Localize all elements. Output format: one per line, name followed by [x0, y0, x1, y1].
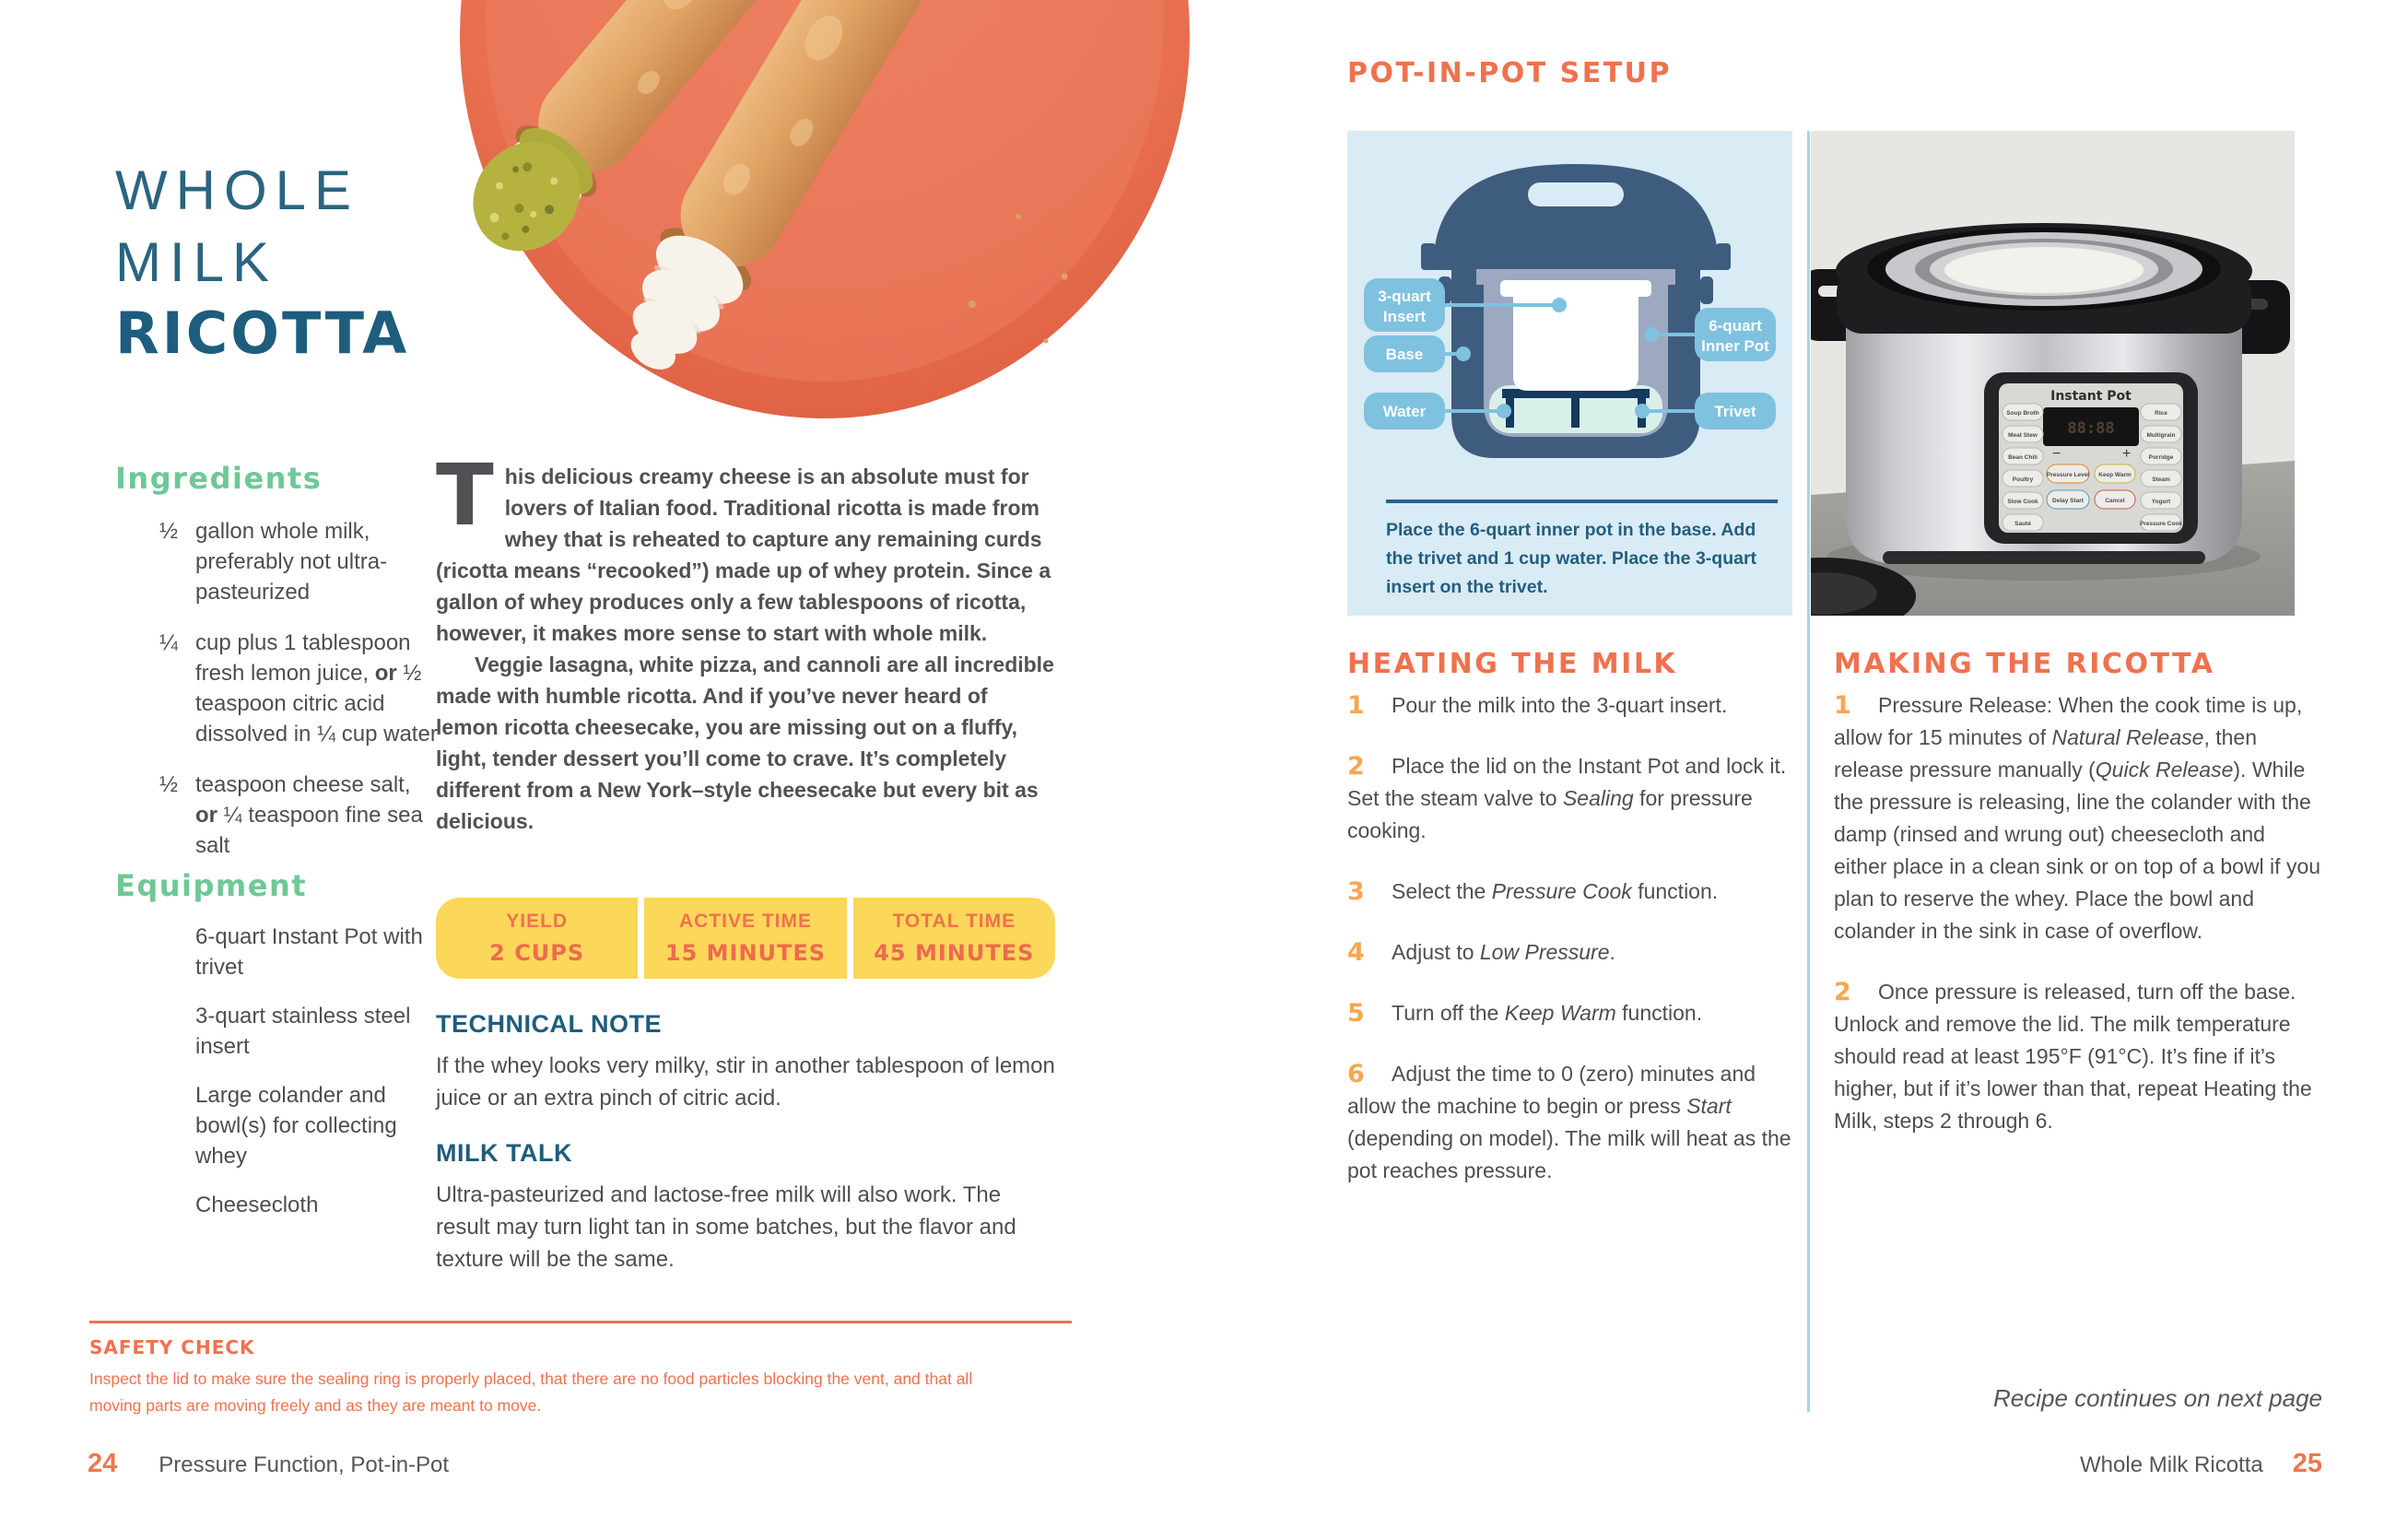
label-insert-line1: 3-quart: [1378, 288, 1431, 305]
svg-text:Slow Cook: Slow Cook: [2007, 499, 2038, 505]
step-text: Adjust to Low Pressure.: [1392, 940, 1615, 964]
footer-right: [1834, 1449, 2322, 1479]
title-line-3: RICOTTA: [115, 300, 410, 367]
svg-text:Porridge: Porridge: [2148, 454, 2174, 461]
heating-section: [1347, 648, 1792, 1187]
equipment-heading: Equipment: [115, 868, 308, 903]
caption-rule: [1386, 500, 1778, 503]
milk-talk: [436, 1139, 1055, 1275]
ingredient-quantity: ½: [159, 772, 179, 797]
crumb: [1044, 339, 1049, 344]
ingredient-text: cup plus 1 tablespoon fresh lemon juice, or ½ teaspoon citric acid dissolved in ¼ cup water: [195, 630, 438, 746]
milk-talk-heading: MILK TALK: [436, 1139, 572, 1167]
step-number: 2: [1834, 978, 1851, 1006]
recipe-title: [115, 155, 409, 369]
step-number: 1: [1347, 691, 1365, 720]
svg-text:Bean Chili: Bean Chili: [2008, 454, 2038, 461]
technical-note-body: If the whey looks very milky, stir in another tablespoon of lemon juice or an extra pinch of citric acid.: [436, 1053, 1055, 1111]
equipment-item: Large colander and bowl(s) for collecting whey: [195, 1083, 397, 1169]
page-number: 25: [2292, 1449, 2322, 1478]
step-number: 5: [1347, 999, 1365, 1028]
label-base-text: Base: [1385, 346, 1424, 363]
svg-text:Delay Start: Delay Start: [2052, 498, 2084, 504]
ingredient-item: [115, 516, 438, 607]
safety-check-body: Inspect the lid to make sure the sealing ring is properly placed, that there are no food particles blocking the vent, and that all moving parts are moving freely and as they are meant to move.: [89, 1370, 973, 1415]
stat-total-time: [853, 898, 1055, 979]
footer-section: Whole Milk Ricotta: [2080, 1452, 2263, 1477]
step: [1834, 976, 2322, 1137]
technical-note-heading: TECHNICAL NOTE: [436, 1010, 663, 1038]
svg-text:Sauté: Sauté: [2014, 521, 2031, 527]
diagram-lid-handle-hole: [1528, 182, 1624, 206]
setup-heading: POT-IN-POT SETUP: [1347, 57, 1673, 89]
label-inner-pot-line1: 6-quart: [1709, 317, 1762, 335]
ingredient-quantity: ½: [159, 519, 179, 544]
technical-note: [436, 1010, 1055, 1114]
step: [1347, 876, 1792, 908]
footer-section: Pressure Function, Pot-in-Pot: [159, 1452, 450, 1477]
title-line-2: MILK: [115, 231, 278, 293]
display-readout: 88:88: [2067, 419, 2115, 438]
label-inner-pot-line2: Inner Pot: [1701, 337, 1769, 355]
ingredient-quantity: ¼: [159, 630, 179, 655]
svg-text:Meat Stew: Meat Stew: [2008, 432, 2038, 439]
step: [1347, 1058, 1792, 1187]
svg-text:Multigrain: Multigrain: [2146, 432, 2176, 439]
diagram-lid: [1433, 164, 1719, 270]
step-text: Once pressure is released, turn off the base. Unlock and remove the lid. The milk temperature should read at least 195°F (91°C). It’s fine if it’s higher, but if it’s lower than that, repeat Heating the Milk, steps 2 through 6.: [1834, 980, 2312, 1133]
step-number: 6: [1347, 1060, 1365, 1088]
ingredient-item: [115, 628, 438, 749]
recipe-stats: [436, 898, 1055, 979]
stat-label: YIELD: [506, 911, 569, 932]
instant-pot-photo: [1811, 131, 2295, 616]
making-section: [1834, 648, 2322, 1137]
label-water-text: Water: [1382, 403, 1427, 420]
step-text: Pour the milk into the 3-quart insert.: [1392, 693, 1728, 717]
step-number: 3: [1347, 877, 1365, 906]
step-text: Pressure Release: When the cook time is up, allow for 15 minutes of Natural Release, then release pressure manually (Quick Release). While the pressure is releasing, line the colander with the damp (rinsed and wrung out) cheesecloth and either place in a clean sink or on top of a bowl if you plan to reserve the whey. Place the bowl and colander in the sink in case of overflow.: [1834, 693, 2321, 943]
step-text: Place the lid on the Instant Pot and lock it. Set the steam valve to Sealing for pressure cooking.: [1347, 754, 1787, 842]
safety-check: [89, 1321, 1072, 1419]
step: [1347, 997, 1792, 1029]
stat-value: 15 MINUTES: [664, 940, 827, 966]
stat-value: 2 CUPS: [489, 940, 585, 966]
step-text: Turn off the Keep Warm function.: [1392, 1001, 1703, 1025]
equipment-item: 6-quart Instant Pot with trivet: [195, 924, 423, 980]
milk-talk-body: Ultra-pasteurized and lactose-free milk will also work. The result may turn light tan in some batches, but the flavor and texture will be the same.: [436, 1182, 1016, 1272]
continuation-note: Recipe continues on next page: [1992, 1384, 2322, 1412]
stat-yield: [436, 898, 638, 979]
crumb: [969, 300, 976, 308]
svg-text:Pressure Level: Pressure Level: [2046, 472, 2090, 478]
step: [1834, 689, 2322, 947]
cannoli-photo: [456, 0, 1193, 433]
stat-label: ACTIVE TIME: [678, 911, 812, 932]
label-trivet-text: Trivet: [1714, 403, 1756, 420]
title-line-1: WHOLE: [115, 159, 360, 221]
svg-text:+: +: [2122, 446, 2132, 462]
instant-pot-diagram-illustration: [1347, 131, 1792, 500]
page-number: 24: [88, 1449, 118, 1478]
equipment-item: Cheesecloth: [195, 1193, 319, 1217]
brand-label: Instant Pot: [2050, 389, 2132, 404]
svg-text:Soup Broth: Soup Broth: [2006, 410, 2039, 417]
step-text: Adjust the time to 0 (zero) minutes and allow the machine to begin or press Start (depending on model). The milk will heat as the pot reaches pressure.: [1347, 1062, 1791, 1182]
footer-left: [88, 1449, 449, 1479]
equipment-section: [115, 868, 438, 1220]
step: [1347, 750, 1792, 847]
diagram-caption: Place the 6-quart inner pot in the base. Add the trivet and 1 cup water. Place the 3-quart insert on the trivet.: [1386, 520, 1757, 597]
step-text: Select the Pressure Cook function.: [1392, 879, 1719, 903]
ingredient-text: gallon whole milk, preferably not ultra-pasteurized: [195, 519, 388, 605]
ingredient-item: [115, 770, 438, 861]
step-number: 2: [1347, 752, 1365, 781]
label-insert-line2: Insert: [1382, 308, 1427, 325]
ingredients-heading: Ingredients: [115, 461, 323, 496]
cannoli-photo-illustration: [456, 0, 1193, 433]
milk-surface: [1944, 247, 2143, 293]
svg-text:Poultry: Poultry: [2012, 476, 2034, 483]
intro-paragraph-1: his delicious creamy cheese is an absolute must for lovers of Italian food. Traditional ricotta is made from whey that is reheated to capture any remaining curds (ricotta means “recooked”) made up of whey protein. Since a gallon of whey produces only a few tablespoons of ricotta, however, it makes more sense to start with whole milk.: [436, 464, 1051, 645]
diagram-insert: [1500, 280, 1651, 391]
svg-text:Steam: Steam: [2152, 476, 2170, 483]
stat-value: 45 MINUTES: [874, 940, 1035, 966]
svg-text:Pressure Cook: Pressure Cook: [2140, 521, 2182, 527]
instant-pot-photo-illustration: [1811, 131, 2295, 616]
stat-active-time: [644, 898, 846, 979]
drop-cap: T: [436, 446, 494, 545]
crumb: [1016, 214, 1021, 219]
heating-heading: HEATING THE MILK: [1347, 648, 1678, 680]
safety-check-heading: SAFETY CHECK: [89, 1336, 255, 1358]
svg-text:Yogurt: Yogurt: [2151, 499, 2171, 505]
svg-text:Cancel: Cancel: [2105, 498, 2125, 504]
intro-paragraph-2: Veggie lasagna, white pizza, and cannoli are all incredible made with humble ricotta. And if you’ve never heard of lemon ricotta cheesecake, you are missing out on a fluffy, light, tender dessert you’ll come to crave. It’s completely different from a New York–style cheesecake but every bit as delicious.: [436, 652, 1054, 833]
svg-text:Keep Warm: Keep Warm: [2098, 472, 2132, 478]
step: [1347, 936, 1792, 969]
crumb: [1062, 274, 1068, 280]
making-heading: MAKING THE RICOTTA: [1834, 648, 2215, 680]
svg-text:Rice: Rice: [2155, 410, 2167, 417]
ingredient-text: teaspoon cheese salt, or ¼ teaspoon fine sea salt: [195, 772, 423, 858]
ingredients-section: [115, 461, 438, 861]
column-divider: [1807, 131, 1810, 1412]
intro-text: [436, 446, 1055, 837]
step: [1347, 689, 1792, 722]
equipment-item: 3-quart stainless steel insert: [195, 1004, 411, 1059]
step-number: 1: [1834, 691, 1851, 720]
pot-in-pot-diagram: [1347, 131, 1792, 616]
svg-text:−: −: [2052, 446, 2061, 462]
step-number: 4: [1347, 938, 1365, 967]
stat-label: TOTAL TIME: [892, 911, 1016, 932]
